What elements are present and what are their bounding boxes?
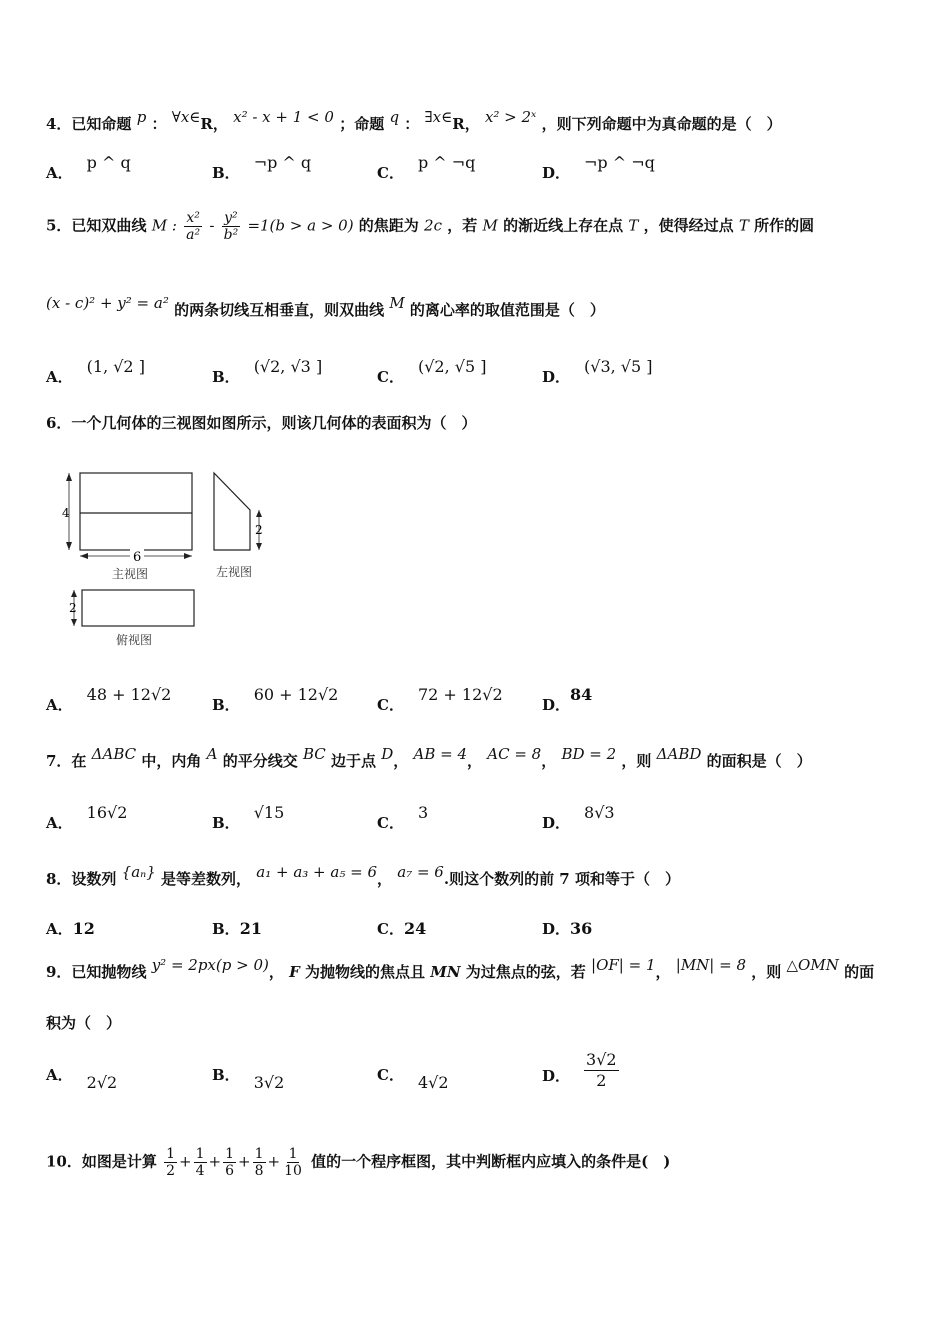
q7-option-d[interactable] bbox=[542, 802, 615, 832]
option-value: 3 bbox=[417, 803, 429, 822]
option-value: (√2, √3 ] bbox=[253, 357, 323, 376]
option-label: C． bbox=[377, 1066, 404, 1084]
option-label: C． bbox=[377, 696, 404, 714]
frac-num: y² bbox=[224, 210, 238, 226]
front-view-caption: 主视图 bbox=[112, 567, 149, 581]
side-view-shape bbox=[214, 473, 250, 550]
q5-frac-y bbox=[222, 210, 241, 243]
q8-stem: 8．设数列 bbox=[46, 870, 117, 888]
frac-num: 1 bbox=[195, 1146, 205, 1162]
q10-stem: 10．如图是计算 bbox=[46, 1152, 157, 1171]
frac-den: 6 bbox=[225, 1163, 235, 1179]
q9-sep: ， bbox=[655, 963, 671, 981]
front-height-label: 4 bbox=[62, 506, 70, 520]
option-label: C． bbox=[377, 368, 404, 386]
question-4 bbox=[46, 108, 782, 134]
dim-arrow bbox=[71, 619, 77, 626]
q9-stem-b: ， bbox=[268, 963, 284, 981]
front-width-label: 6 bbox=[133, 550, 142, 565]
q4-forall: ∀x∈ bbox=[171, 108, 201, 126]
q9-mn-length: |MN| = 8 bbox=[675, 956, 747, 974]
option-value: 2√2 bbox=[86, 1073, 118, 1092]
q7-d: D bbox=[381, 745, 394, 763]
option-value: √15 bbox=[253, 803, 285, 822]
question-9 bbox=[46, 956, 875, 982]
option-value: 3√2 bbox=[253, 1073, 285, 1092]
option-label: B． bbox=[212, 920, 240, 938]
q5-stem-f: 所作的圆 bbox=[754, 216, 815, 235]
q5-option-c[interactable] bbox=[377, 356, 487, 386]
q7-option-b[interactable] bbox=[212, 802, 285, 832]
dim-arrow bbox=[66, 542, 72, 550]
q5-circle: (x - c)² + y² = a² bbox=[46, 294, 169, 312]
option-label: D． bbox=[542, 814, 571, 832]
option-value: 8√3 bbox=[584, 803, 615, 822]
q4-option-d[interactable] bbox=[542, 152, 655, 182]
q7-option-c[interactable] bbox=[377, 802, 429, 832]
question-7 bbox=[46, 745, 812, 771]
q5-stem-g: 的两条切线互相垂直，则双曲线 bbox=[174, 301, 385, 319]
q6-stem: 6．一个几何体的三视图如图所示，则该几何体的表面积为（ ） bbox=[46, 414, 477, 432]
question-5 bbox=[46, 210, 814, 243]
question-5-line2 bbox=[46, 294, 605, 320]
q4-ineq-p: x² - x + 1 < 0 bbox=[233, 108, 334, 126]
top-height-label: 2 bbox=[69, 601, 77, 615]
q5-curve-rhs: =1(b > a > 0) bbox=[247, 216, 354, 235]
option-label: A． bbox=[46, 920, 73, 938]
plus-sign: + bbox=[267, 1152, 281, 1171]
q7-sep: ， bbox=[467, 752, 483, 770]
q7-stem-d: 边于点 bbox=[330, 752, 376, 770]
q9-stem-c: 为抛物线的焦点且 bbox=[304, 963, 425, 981]
option-label: D． bbox=[542, 368, 571, 386]
q5-stem-c: ，若 bbox=[447, 216, 478, 235]
q6-options bbox=[46, 684, 906, 724]
q5-curve-name: M : bbox=[151, 216, 177, 235]
q8-options bbox=[46, 908, 906, 948]
q9-of: |OF| = 1 bbox=[591, 956, 656, 974]
q10-term-3 bbox=[223, 1146, 236, 1179]
q7-ac: AC = 8 bbox=[487, 745, 542, 763]
question-10 bbox=[46, 1146, 670, 1179]
q9-options bbox=[46, 1050, 906, 1104]
q4-exists: ∃x∈ bbox=[424, 108, 453, 126]
side-height-label: 2 bbox=[255, 523, 263, 537]
option-label: A． bbox=[46, 696, 73, 714]
question-6 bbox=[46, 413, 476, 433]
q4-mid: ；命题 bbox=[339, 115, 385, 133]
q9-d-fraction bbox=[584, 1050, 619, 1091]
q5-stem-d: 的渐近线上存在点 bbox=[503, 216, 624, 235]
frac-num: 3√2 bbox=[586, 1050, 617, 1069]
option-label: B． bbox=[212, 696, 240, 714]
option-label: C． bbox=[377, 814, 404, 832]
q4-option-b[interactable] bbox=[212, 152, 312, 182]
three-view-figure bbox=[60, 470, 290, 654]
q5-option-d[interactable] bbox=[542, 356, 653, 386]
q8-stem-b: 是等差数列， bbox=[161, 870, 252, 888]
q4-r1: R， bbox=[200, 115, 228, 133]
q9-stem-f: 的面 bbox=[844, 963, 875, 981]
question-9-line2 bbox=[46, 1013, 121, 1033]
q6-option-a[interactable] bbox=[46, 684, 172, 714]
q7-sep: ， bbox=[541, 752, 557, 770]
q4-ineq-q: x² > 2ˣ bbox=[484, 108, 537, 126]
q5-focal: 2c bbox=[424, 216, 442, 235]
dim-arrow bbox=[184, 553, 192, 559]
option-value: 16√2 bbox=[86, 803, 128, 822]
option-value: 60 + 12√2 bbox=[253, 685, 339, 704]
frac-num: x² bbox=[186, 210, 200, 226]
option-label: B． bbox=[212, 368, 240, 386]
plus-sign: + bbox=[208, 1152, 222, 1171]
frac-num: 1 bbox=[288, 1146, 298, 1162]
three-view-svg bbox=[60, 470, 290, 650]
q7-options bbox=[46, 802, 906, 842]
q5-option-a[interactable] bbox=[46, 356, 145, 386]
q9-option-d[interactable] bbox=[542, 1050, 621, 1091]
q4-q: q bbox=[389, 108, 400, 126]
option-value: 36 bbox=[570, 919, 593, 938]
frac-num: 1 bbox=[225, 1146, 235, 1162]
q4-stem-end: ，则下列命题中为真命题的是（ ） bbox=[541, 115, 782, 133]
frac-den: 10 bbox=[284, 1163, 302, 1179]
option-label: D． bbox=[542, 164, 571, 182]
option-value: 72 + 12√2 bbox=[417, 685, 503, 704]
frac-den: 4 bbox=[195, 1163, 205, 1179]
dim-arrow bbox=[80, 553, 88, 559]
q4-stem: 4．已知命题 bbox=[46, 115, 132, 133]
q4-options bbox=[46, 152, 906, 192]
frac-den: a² bbox=[186, 227, 201, 243]
q5-t2: T bbox=[738, 216, 749, 235]
option-value: (√2, √5 ] bbox=[417, 357, 487, 376]
option-value: 24 bbox=[403, 919, 427, 938]
frac-den: 2 bbox=[596, 1071, 607, 1090]
plus-sign: + bbox=[179, 1152, 192, 1171]
q7-stem-c: 的平分线交 bbox=[222, 752, 298, 770]
q9-parabola: y² = 2px(p > 0) bbox=[151, 956, 269, 974]
q9-triangle: △OMN bbox=[786, 956, 839, 974]
q7-sep: ， bbox=[393, 752, 409, 770]
q5-m1: M bbox=[482, 216, 498, 235]
q10-term-1 bbox=[164, 1146, 177, 1179]
top-view-rect bbox=[82, 590, 194, 626]
option-value: 48 + 12√2 bbox=[86, 685, 172, 704]
frac-num: 1 bbox=[166, 1146, 176, 1162]
q9-stem: 9．已知抛物线 bbox=[46, 963, 147, 981]
q7-ab: AB = 4 bbox=[413, 745, 467, 763]
option-label: B． bbox=[212, 1066, 240, 1084]
q10-term-2 bbox=[194, 1146, 207, 1179]
q9-stem-e: ，则 bbox=[751, 963, 782, 981]
option-value: ¬p ^ q bbox=[253, 153, 312, 172]
q8-option-c[interactable] bbox=[377, 908, 427, 938]
q9-option-b[interactable] bbox=[212, 1064, 285, 1092]
side-view-caption: 左视图 bbox=[216, 565, 253, 579]
q9-option-c[interactable] bbox=[377, 1064, 449, 1092]
q5-frac-x bbox=[184, 210, 202, 243]
q5-option-b[interactable] bbox=[212, 356, 323, 386]
q4-r2: R， bbox=[452, 115, 480, 133]
option-label: D． bbox=[542, 1066, 571, 1085]
q5-minus: - bbox=[209, 216, 215, 235]
q6-option-d[interactable] bbox=[542, 684, 593, 714]
option-value: 84 bbox=[570, 685, 593, 704]
q5-stem-b: 的焦距为 bbox=[358, 216, 419, 235]
q7-stem: 7．在 bbox=[46, 752, 87, 770]
option-label: C． bbox=[377, 164, 404, 182]
q9-f: F bbox=[289, 963, 300, 981]
option-label: A． bbox=[46, 1066, 73, 1084]
option-value: (1, √2 ] bbox=[86, 357, 145, 376]
top-view-caption: 俯视图 bbox=[116, 633, 153, 647]
option-value: p ^ q bbox=[86, 153, 131, 172]
q10-term-4 bbox=[253, 1146, 266, 1179]
option-value: (√3, √5 ] bbox=[584, 357, 653, 376]
q4-option-c[interactable] bbox=[377, 152, 476, 182]
q8-cond2: a₇ = 6 bbox=[397, 863, 444, 881]
q7-bc: BC bbox=[302, 745, 326, 763]
q9-option-a[interactable] bbox=[46, 1064, 118, 1092]
frac-den: b² bbox=[223, 227, 239, 243]
q5-stem-e: ，使得经过点 bbox=[643, 216, 734, 235]
q9-stem-d: 为过焦点的弦，若 bbox=[465, 963, 586, 981]
frac-den: 2 bbox=[166, 1163, 176, 1179]
dim-arrow bbox=[256, 510, 262, 517]
q7-bd: BD = 2 bbox=[561, 745, 617, 763]
q4-colon2: ： bbox=[404, 115, 420, 133]
q5-options bbox=[46, 356, 906, 396]
q8-cond1: a₁ + a₃ + a₅ = 6 bbox=[256, 863, 377, 881]
q5-t1: T bbox=[628, 216, 639, 235]
option-label: C． bbox=[377, 920, 404, 938]
q8-option-d[interactable] bbox=[542, 908, 593, 938]
frac-num: 1 bbox=[254, 1146, 264, 1162]
q7-option-a[interactable] bbox=[46, 802, 128, 832]
frac-den: 8 bbox=[254, 1163, 264, 1179]
option-value: 12 bbox=[72, 919, 95, 938]
q7-triangle: ΔABC bbox=[91, 745, 137, 763]
q7-triangle-abd: ΔABD bbox=[656, 745, 702, 763]
q6-option-c[interactable] bbox=[377, 684, 503, 714]
question-8 bbox=[46, 863, 680, 889]
option-value: 21 bbox=[239, 919, 262, 938]
q10-stem-b: 值的一个程序框图，其中判断框内应填入的条件是( ) bbox=[311, 1152, 671, 1171]
option-label: D． bbox=[542, 696, 571, 714]
q8-stem-c: .则这个数列的前 7 项和等于（ ） bbox=[443, 870, 680, 888]
q4-colon: ： bbox=[151, 115, 167, 133]
dim-arrow bbox=[71, 590, 77, 597]
dim-arrow bbox=[66, 473, 72, 481]
dim-arrow bbox=[256, 543, 262, 550]
q9-mn: MN bbox=[430, 963, 461, 981]
q7-stem-f: 的面积是（ ） bbox=[706, 752, 812, 770]
q4-option-a[interactable] bbox=[46, 152, 131, 182]
q10-term-5 bbox=[282, 1146, 304, 1179]
q9-stem-g: 积为（ ） bbox=[46, 1014, 122, 1032]
option-value: ¬p ^ ¬q bbox=[584, 153, 655, 172]
q6-option-b[interactable] bbox=[212, 684, 339, 714]
q8-sequence: {aₙ} bbox=[121, 863, 156, 881]
option-value: p ^ ¬q bbox=[417, 153, 476, 172]
option-label: A． bbox=[46, 814, 73, 832]
q7-angle-a: A bbox=[206, 745, 218, 763]
q5-m2: M bbox=[389, 294, 405, 312]
q8-option-a[interactable] bbox=[46, 908, 95, 938]
option-value: 4√2 bbox=[417, 1073, 449, 1092]
option-label: B． bbox=[212, 164, 240, 182]
q5-stem: 5．已知双曲线 bbox=[46, 216, 147, 235]
front-view-rect bbox=[80, 473, 192, 550]
option-label: A． bbox=[46, 164, 73, 182]
option-label: A． bbox=[46, 368, 73, 386]
q7-stem-b: 中，内角 bbox=[141, 752, 202, 770]
q8-option-b[interactable] bbox=[212, 908, 262, 938]
q4-p: p bbox=[136, 108, 147, 126]
option-label: D． bbox=[542, 920, 571, 938]
q5-stem-h: 的离心率的取值范围是（ ） bbox=[409, 301, 605, 319]
option-label: B． bbox=[212, 814, 240, 832]
q7-stem-e: ，则 bbox=[621, 752, 652, 770]
q8-sep: ， bbox=[377, 870, 393, 888]
plus-sign: + bbox=[238, 1152, 251, 1171]
